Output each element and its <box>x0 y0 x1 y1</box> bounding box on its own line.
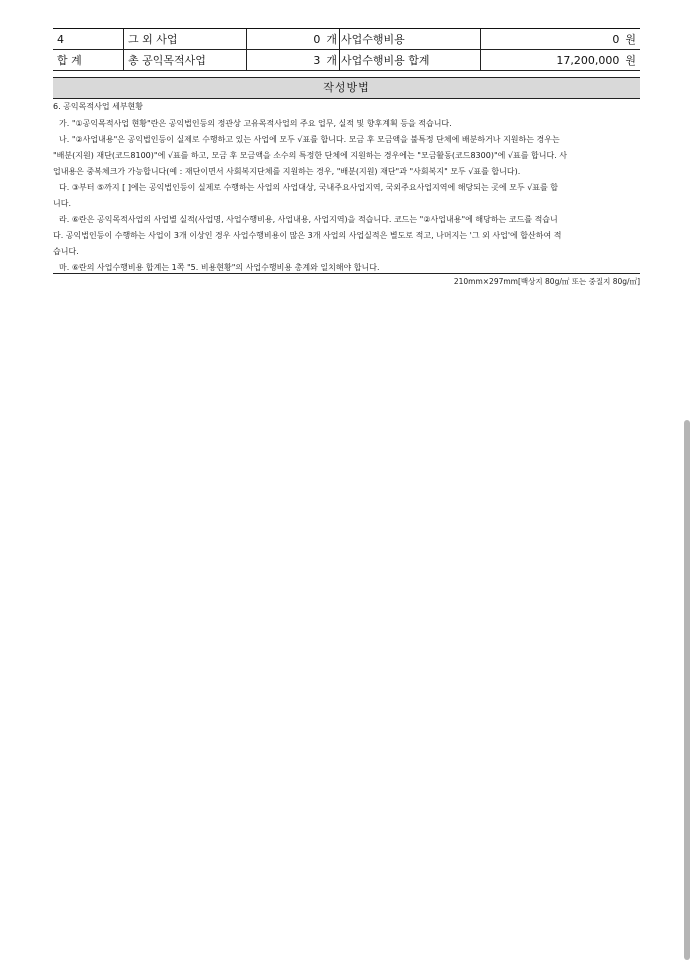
cost-label: 사업수행비용 <box>340 29 481 50</box>
instruction-line: 나. "②사업내용"은 공익법인등이 실제로 수행하고 있는 사업에 모두 √표를 합니다. 모금 후 모금액을 불특정 단체에 배분하거나 지원하는 경우는 <box>59 135 560 144</box>
instruction-line: 마. ⑥란의 사업수행비용 합계는 1쪽 "5. 비용현황"의 사업수행비용 총계와 일치해야 합니다. <box>59 263 380 272</box>
section-title: 6. 공익목적사업 세부현황 <box>53 102 143 111</box>
cost-amount <box>481 29 641 50</box>
amount-unit: 원 <box>625 54 636 67</box>
business-name: 그 외 사업 <box>124 29 247 50</box>
method-header: 작성방법 <box>53 77 640 99</box>
instruction-line: 다. 공익법인등이 수행하는 사업이 3개 이상인 경우 사업수행비용이 많은 3개 사업의 사업실적은 별도로 적고, 나머지는 '그 외 사업'에 합산하여 적 <box>53 231 562 240</box>
count-unit: 개 <box>326 54 337 67</box>
amount-unit: 원 <box>625 33 636 46</box>
scrollbar[interactable] <box>684 420 690 960</box>
instruction-line: 다. ③부터 ⑤까지 [ ]에는 공익법인등이 실제로 수행하는 사업의 사업대상, 국내주요사업지역, 국외주요사업지역에 해당되는 곳에 모두 √표를 합 <box>59 183 559 192</box>
count-value: 0 <box>313 33 321 46</box>
cost-label: 사업수행비용 합계 <box>340 50 481 71</box>
instruction-line: 가. "①공익목적사업 현황"란은 공익법인등의 정관상 고유목적사업의 주요 업무, 실적 및 향후계획 등을 적습니다. <box>59 119 452 128</box>
business-count <box>247 50 340 71</box>
instruction-line: "배분(지원) 재단(코드8100)"에 √표를 하고, 모금 후 모금액을 소수의 특정한 단체에 지원하는 경우에는 "모금활동(코드8300)"에 √표를 합니다. 사 <box>53 151 567 160</box>
bottom-divider <box>53 273 640 274</box>
instruction-line: 업내용은 중복체크가 가능합니다(예 : 재단이면서 사회복지단체를 지원하는 경우, "배분(지원) 재단"과 "사회복지" 모두 √표를 합니다). <box>53 167 521 176</box>
row-number: 4 <box>53 29 124 50</box>
instruction-line: 니다. <box>53 199 71 208</box>
instruction-line: 라. ⑥란은 공익목적사업의 사업별 실적(사업명, 사업수행비용, 사업내용, 사업지역)을 적습니다. 코드는 "②사업내용"에 해당하는 코드를 적습니 <box>59 215 558 224</box>
row-number: 합 계 <box>53 50 124 71</box>
count-unit: 개 <box>326 33 337 46</box>
instruction-line: 습니다. <box>53 247 79 256</box>
table-row <box>53 29 640 50</box>
cost-amount <box>481 50 641 71</box>
count-value: 3 <box>313 54 321 67</box>
business-count <box>247 29 340 50</box>
amount-value: 0 <box>612 33 620 46</box>
business-name: 총 공익목적사업 <box>124 50 247 71</box>
method-instructions <box>53 99 640 276</box>
table-row <box>53 50 640 71</box>
paper-spec-note: 210mm×297mm[백상지 80g/㎡ 또는 중질지 80g/㎡] <box>453 277 640 286</box>
business-summary-table <box>53 28 640 71</box>
amount-value: 17,200,000 <box>556 54 620 67</box>
